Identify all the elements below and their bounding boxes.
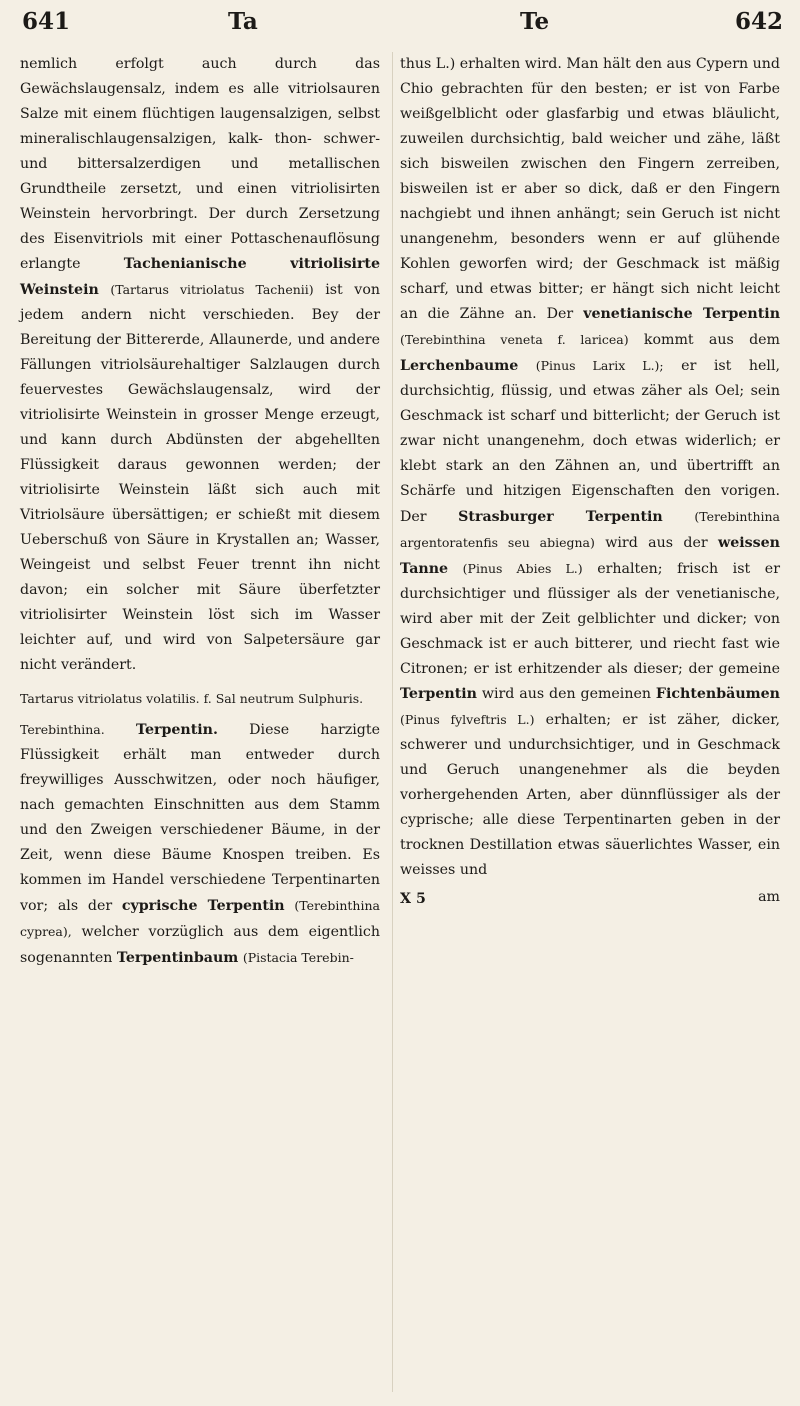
page-number-right: 642 xyxy=(735,8,784,35)
entry-terpentin: Terebinthina. Terpentin. Diese harzigte Flüssigkeit erhält man entweder durch freywilliges Ausschwitzen, oder noch häufiger, nach gemachten Einschnitten aus dem Stamm und den Zweigen verschiedener Bäume, in der Zeit, wenn diese Bäume Knospen treiben. Es kommen im Handel verschiedene Terpentinarten vor; als der cyprische Terpentin (Terebinthina cyprea), welcher vorzüglich aus dem eigentlich sogenannten Terpentinbaum (Pistacia Terebin- xyxy=(20,722,380,966)
latin-name: (Pinus fylveftris L.) xyxy=(400,712,535,727)
running-header xyxy=(0,8,800,42)
term: Tachenianische vitriolisirte Weinstein xyxy=(20,256,380,298)
term: Strasburger Terpentin xyxy=(458,509,663,525)
latin-name: (Terebinthina veneta f. laricea) xyxy=(400,332,629,347)
latin-name: (Pinus Larix L.); xyxy=(535,358,664,373)
term: Lerchenbaume xyxy=(400,358,519,374)
term: Terpentin xyxy=(400,686,477,702)
paragraph: nemlich erfolgt auch durch das Gewächslaugensalz, indem es alle vitriolsauren Salze mit einem flüchtigen laugensalzigen, selbst mineralischlaugensalzigen, kalk- thon- schwer- und bittersalzerdigen und metallischen Grundtheile zersetzt, und einen vitriolisirten Weinstein hervorbringt. Der durch Zersetzung des Eisenvitriols mit einer Pottaschenauflösung erlangte Tachenianische vitriolisirte Weinstein (Tartarus vitriolatus Tachenii) ist von jedem andern nicht verschieden. Bey der Bereitung der Bittererde, Allaunerde, und andere Fällungen vitriolsäurehaltiger Salzlaugen durch feuervestes Gewächslaugensalz, wird der vitriolisirte Weinstein in grosser Menge erzeugt, und kann durch Abdünsten der abgehellten Flüssigkeit daraus gewonnen werden; der vitriolisirte Weinstein läßt sich auch mit Vitriolsäure übersättigen; er schießt mit diesem Ueberschuß von Säure in Krystallen an; Wasser, Weingeist und selbst Feuer trennt ihn nicht davon; ein solcher mit Säure überfetzter vitriolisirter Weinstein löst sich im Wasser leichter auf, und wird von Salpetersäure gar nicht verändert. xyxy=(20,56,380,673)
column-divider xyxy=(392,52,393,1392)
header-keyword-left: Ta xyxy=(228,8,258,35)
page-footer xyxy=(400,885,780,911)
entry-heading: Terpentin. xyxy=(136,722,218,738)
left-column xyxy=(20,52,380,971)
paragraph: thus L.) erhalten wird. Man hält den aus Cypern und Chio gebrachten für den besten; er ist von Farbe weißgelblicht oder glasfarbig und etwas bläulicht, zuweilen durchsichtig, bald weicher und zähe, läßt sich bisweilen zwischen den Fingern zerreiben, bisweilen ist er aber so dick, daß er den Fingern nachgiebt und ihnen anhängt; sein Geruch ist nicht unangenehm, besonders wenn er auf glühende Kohlen geworfen wird; der Geschmack ist mäßig scharf, und etwas bitter; er hängt sich nicht leicht an die Zähne an. Der venetianische Terpentin (Terebinthina veneta f. laricea) kommt aus dem Lerchenbaume (Pinus Larix L.); er ist hell, durchsichtig, flüssig, und etwas zäher als Oel; sein Geschmack ist scharf und bitterlicht; der Geruch ist zwar nicht unangenehm, doch etwas widerlich; er klebt stark an den Zähnen an, und übertrifft an Schärfe und hitzigen Eigenschaften den vorigen. Der Strasburger Terpentin (Terebinthina argentoratenfis seu abiegna) wird aus der weissen Tanne (Pinus Abies L.) erhalten; frisch ist er durchsichtiger und flüssiger als der venetianische, wird aber mit der Zeit gelblichter und dicker; von Geschmack ist er auch bitterer, und riecht fast wie Citronen; er ist erhitzender als dieser; der gemeine Terpentin wird aus den gemeinen Fichtenbäumen (Pinus fylveftris L.) erhalten; er ist zäher, dicker, schwerer und undurchsichtiger, und in Geschmack und Geruch unangenehmer als die beyden vorhergehenden Arten, aber dünnflüssiger als der cyprische; alle diese Terpentinarten geben in der trocknen Destillation etwas säuerlichtes Wasser, ein weisses und xyxy=(400,56,781,878)
header-keyword-right: Te xyxy=(520,8,550,35)
latin-name: (Pinus Abies L.) xyxy=(462,561,583,576)
latin-name: Terebinthina. xyxy=(20,722,105,737)
term: weissen Tanne xyxy=(400,535,780,577)
page-number-left: 641 xyxy=(22,8,71,35)
cross-reference: Tartarus vitriolatus volatilis. f. Sal neutrum Sulphuris. xyxy=(20,691,364,706)
catchword: am xyxy=(758,889,780,905)
latin-name: (Terebinthina argentoratenfis seu abiegna) xyxy=(400,509,780,550)
term: Fichtenbäumen xyxy=(655,686,780,702)
right-column xyxy=(400,52,780,911)
latin-name: (Terebinthina cyprea), xyxy=(20,898,380,939)
signature-mark: X 5 xyxy=(400,891,426,907)
term: cyprische Terpentin xyxy=(121,898,285,914)
latin-name: (Pistacia Terebin- xyxy=(242,950,354,965)
term: Terpentinbaum xyxy=(116,950,239,966)
term: venetianische Terpentin xyxy=(583,306,781,322)
latin-name: (Tartarus vitriolatus Tachenii) xyxy=(110,282,314,297)
